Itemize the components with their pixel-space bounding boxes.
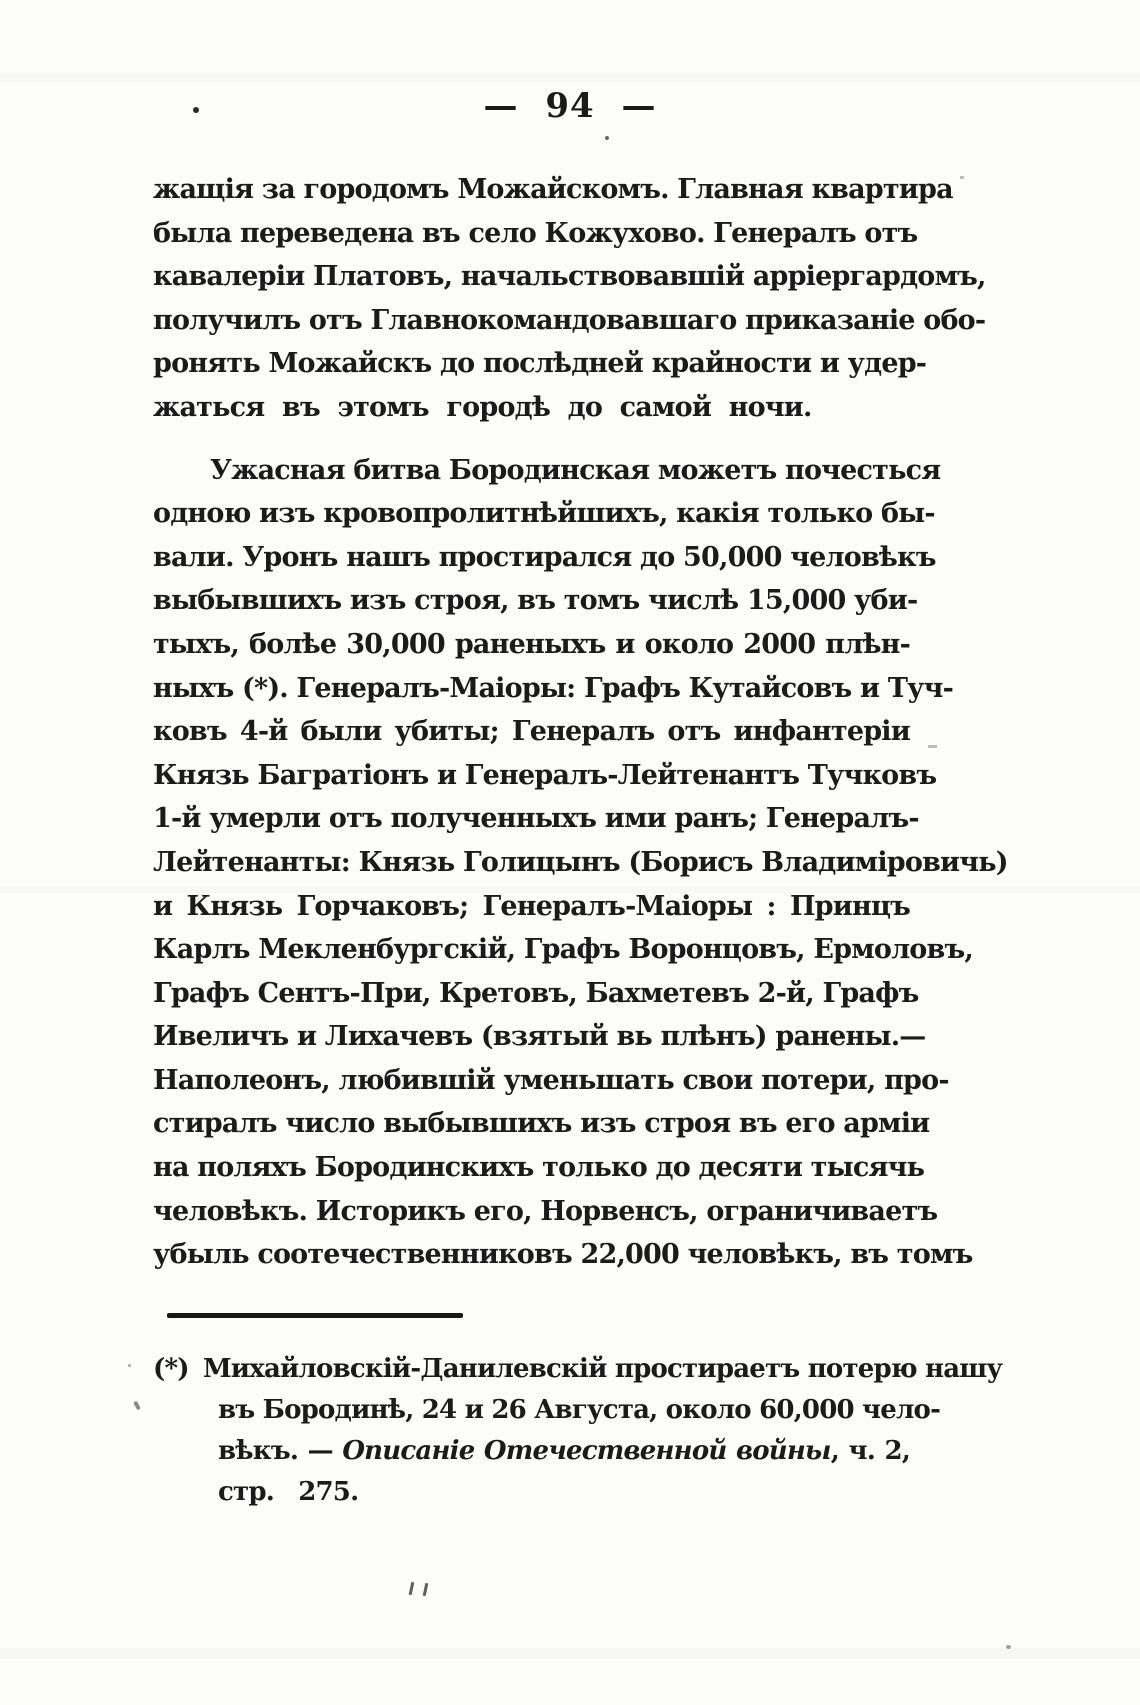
text-line: Графъ Сентъ-При, Кретовъ, Бахметевъ 2-й, Графъ [153, 977, 919, 1009]
scan-band [0, 1648, 1140, 1659]
text-line: стиралъ число выбывшихъ изъ строя въ его арміи [153, 1108, 930, 1140]
text-line: Князь Багратіонъ и Генералъ-Лейтенантъ Тучковъ [153, 759, 937, 791]
text-line: ныхъ (*). Генералъ-Маіоры: Графъ Кутайсовъ и Туч- [153, 672, 954, 704]
scan-speck [409, 1582, 415, 1595]
text-line: убыль соотечественниковъ 22,000 человѣкъ, въ томъ [153, 1239, 973, 1271]
text-line: выбывшихъ изъ строя, въ томъ числѣ 15,000 уби- [153, 585, 918, 617]
text-line: жаться въ этомъ городѣ до самой ночи. [153, 391, 812, 423]
text-line: кавалеріи Платовъ, начальствовавшій арріергардомъ, [153, 261, 986, 293]
text-line: Лейтенанты: Князь Голицынъ (Борисъ Владиміровичь) [153, 846, 1008, 878]
scan-speck [423, 1583, 429, 1596]
footnote-text: , ч. 2, [830, 1436, 910, 1466]
text-line: Наполеонъ, любившій уменьшать свои потери, про- [153, 1064, 949, 1096]
scan-band [0, 73, 1140, 82]
text-line: и Князь Горчаковъ; Генералъ-Маіоры : Принцъ [153, 890, 910, 922]
paragraph [153, 449, 1008, 1277]
text-line: была переведена въ село Кожухово. Генералъ отъ [153, 217, 918, 249]
page-header [0, 86, 1140, 126]
paragraph [153, 168, 986, 430]
footnote-line [153, 1472, 910, 1513]
text-line: ковъ 4-й были убиты; Генералъ отъ инфантеріи [153, 716, 910, 748]
footnote-line [153, 1349, 1003, 1390]
text-line: тыхъ, болѣе 30,000 раненыхъ и около 2000 плѣн- [153, 628, 910, 660]
footnote-separator [167, 1313, 463, 1318]
footnote-citation-title: Описаніе Отечественной войны [342, 1436, 831, 1466]
text-line: одною изъ кровопролитнѣйшихъ, какія только бы- [153, 498, 935, 530]
footnote-line [153, 1390, 941, 1431]
text-line: вали. Уронъ нашъ простирался до 50,000 человѣкъ [153, 541, 936, 573]
footnote-text: Михайловскій-Данилевскій простираетъ потерю нашу [202, 1354, 1003, 1384]
scan-speck [128, 1364, 131, 1367]
text-line: Ужасная битва Бородинская можетъ почесться [210, 454, 941, 486]
footnote-line [153, 1431, 910, 1472]
text-line: Карлъ Мекленбургскій, Графъ Воронцовъ, Ермоловъ, [153, 934, 973, 966]
footnote-text: стр. 275. [218, 1477, 359, 1507]
footnote-text: въ Бородинѣ, 24 и 26 Августа, около 60,000 чело- [218, 1395, 941, 1425]
footnote [153, 1349, 1003, 1513]
footnote-marker: (*) [153, 1354, 189, 1384]
scan-speck [960, 176, 964, 179]
page-number: — 94 — [483, 86, 657, 126]
text-line: на поляхъ Бородинскихъ только до десяти тысячь [153, 1152, 925, 1184]
text-line: Ивеличъ и Лихачевъ (взятый вь плѣнъ) ранены.— [153, 1021, 926, 1053]
text-line: получилъ отъ Главнокомандовавшаго приказаніе обо- [153, 304, 986, 336]
text-line: ронять Можайскъ до послѣдней крайности и удер- [153, 348, 927, 380]
body-text [153, 168, 1008, 1277]
text-line: человѣкъ. Историкъ его, Норвенсъ, ограничиваетъ [153, 1195, 938, 1227]
text-line: 1-й умерли отъ полученныхъ ими ранъ; Генералъ- [153, 803, 919, 835]
text-line: жащія за городомъ Можайскомъ. Главная квартира [153, 174, 953, 205]
scan-speck [133, 1401, 141, 1411]
scan-speck [928, 745, 937, 748]
footnote-text: вѣкъ. — [218, 1436, 343, 1466]
scan-speck [1006, 1645, 1011, 1649]
scan-speck [605, 136, 609, 140]
